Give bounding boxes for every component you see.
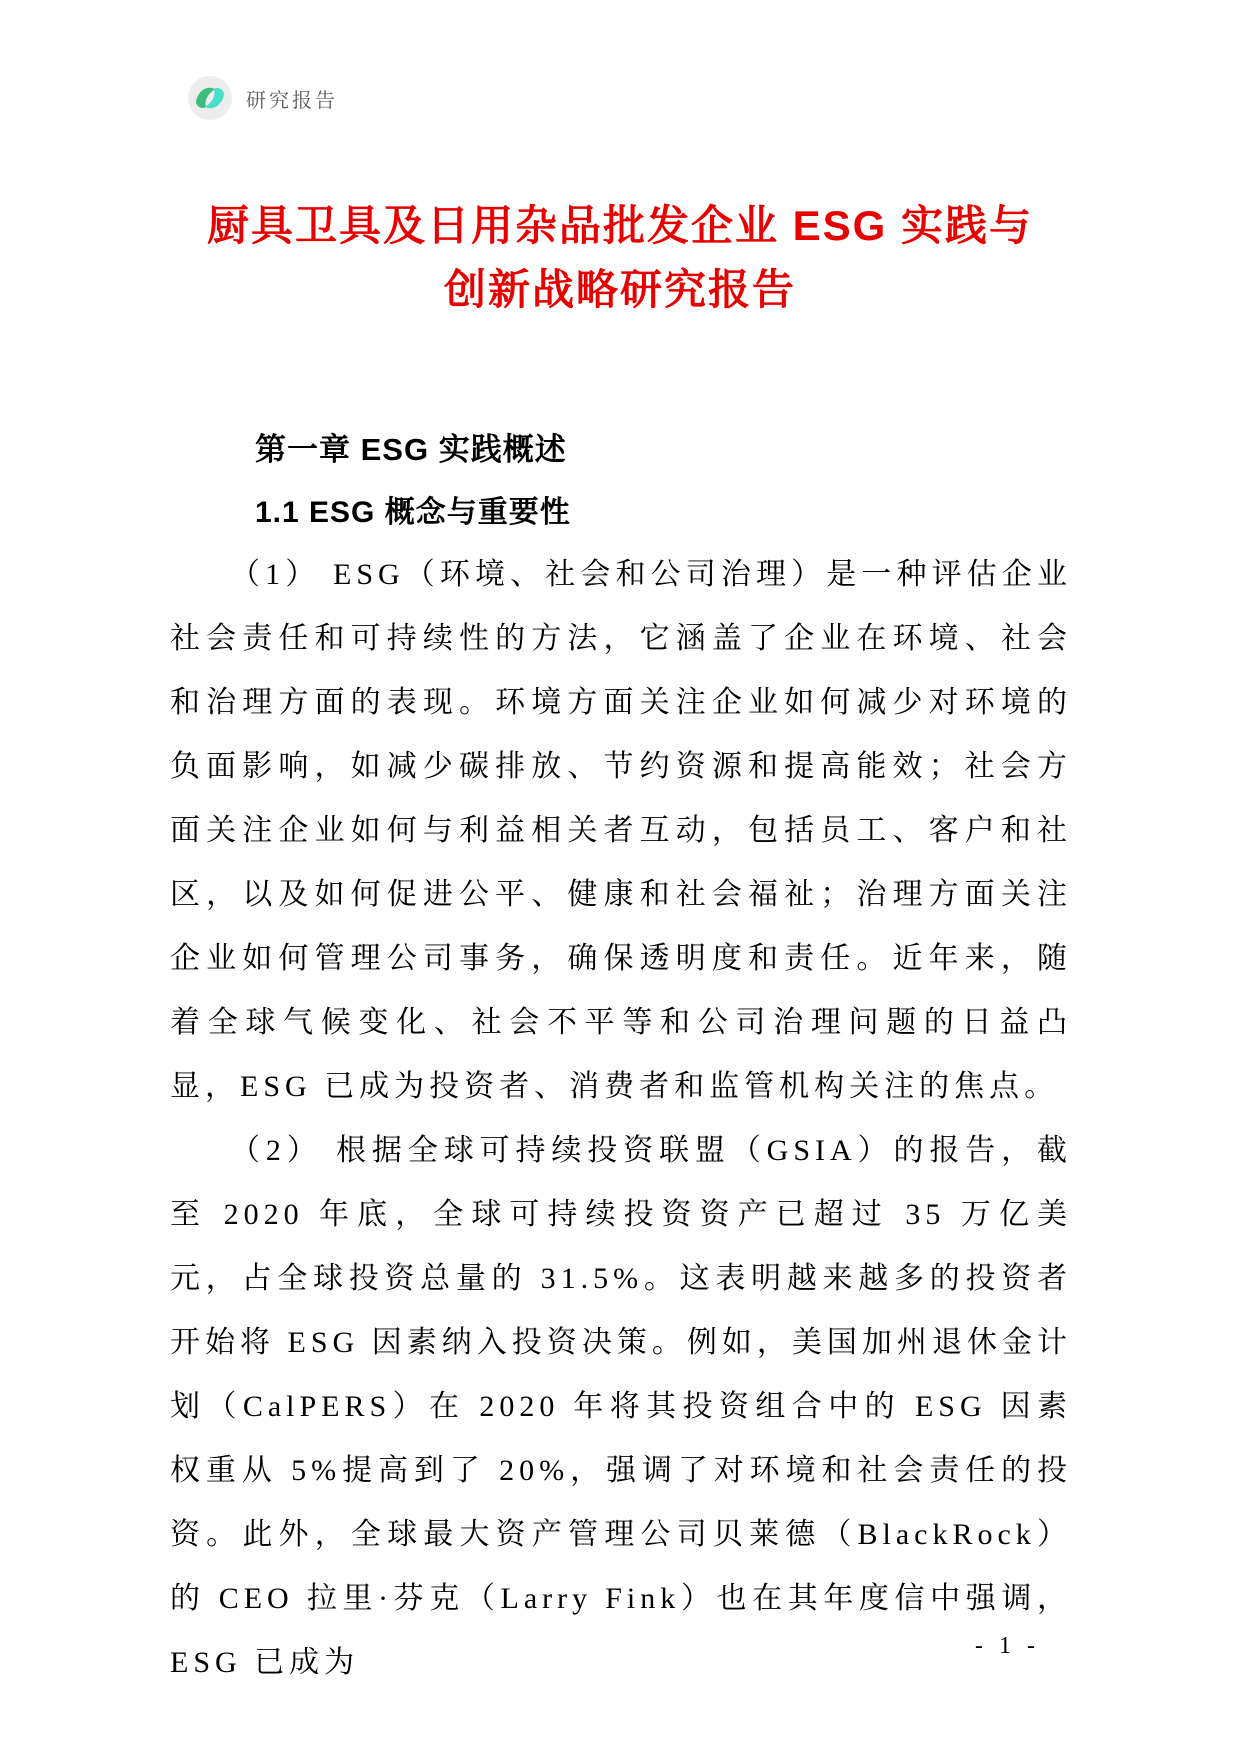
page-number: - 1 - (975, 1633, 1040, 1659)
body-text (170, 543, 1072, 1695)
research-report-logo-icon (188, 76, 232, 120)
brand (188, 76, 338, 120)
section-heading: 1.1 ESG 概念与重要性 (255, 496, 571, 529)
paragraph-1: （1） ESG（环境、社会和公司治理）是一种评估企业社会责任和可持续性的方法，它涵盖了企业在环境、社会和治理方面的表现。环境方面关注企业如何减少对环境的负面影响，如减少碳排放、节约资源和提高能效；社会方面关注企业如何与利益相关者互动，包括员工、客户和社区，以及如何促进公平、健康和社会福祉；治理方面关注企业如何管理公司事务，确保透明度和责任。近年来，随着全球气候变化、社会不平等和公司治理问题的日益凸显，ESG 已成为投资者、消费者和监管机构关注的焦点。 (170, 558, 1072, 1103)
chapter-heading: 第一章 ESG 实践概述 (255, 432, 567, 467)
report-title-line1: 厨具卫具及日用杂品批发企业 ESG 实践与 (206, 202, 1034, 249)
brand-label: 研究报告 (246, 89, 338, 112)
report-title-line2: 创新战略研究报告 (443, 266, 796, 313)
report-title (0, 194, 1240, 322)
paragraph-2: （2） 根据全球可持续投资联盟（GSIA）的报告，截至 2020 年底，全球可持续投资资产已超过 35 万亿美元，占全球投资总量的 31.5%。这表明越来越多的投资者开始将 ESG 因素纳入投资决策。例如，美国加州退休金计划（CalPERS）在 2020 年将其投资组合中的 ESG 因素权重从 5%提高到了 20%，强调了对环境和社会责任的投资。此外，全球最大资产管理公司贝莱德（BlackRock）的 CEO 拉里·芬克（Larry Fink）也在其年度信中强调，ESG 已成为 (170, 1134, 1072, 1679)
